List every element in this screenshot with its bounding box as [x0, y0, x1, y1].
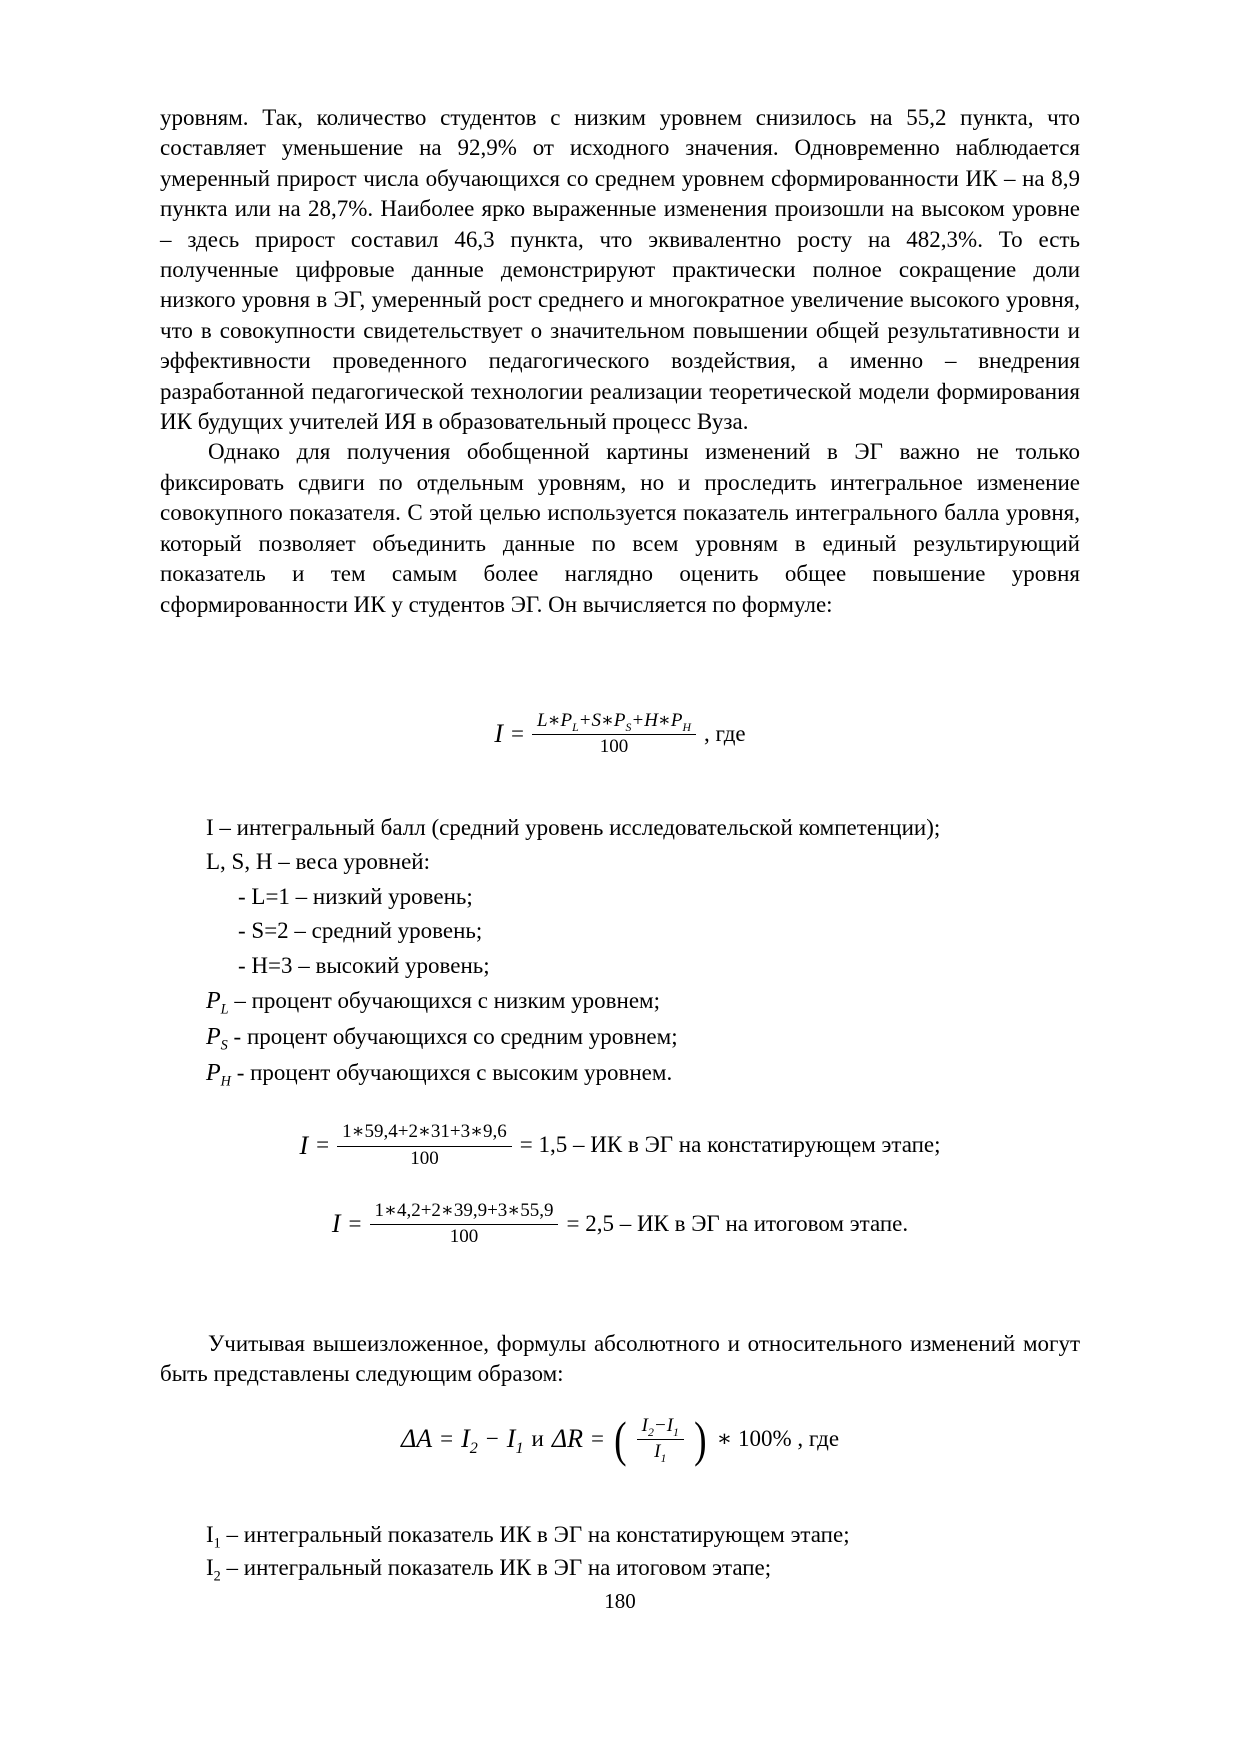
i-subscript: 1 [213, 1536, 221, 1553]
pl-symbol: P [206, 988, 221, 1015]
ps-symbol: P [206, 1024, 221, 1051]
formula-lhs: I [299, 1130, 309, 1160]
formula-stage-initial [160, 1121, 1080, 1170]
ph-text: - процент обучающихся с высоким уровнем. [230, 1060, 673, 1086]
i-symbol: I [654, 1441, 661, 1463]
fraction-numerator: 1∗4,2+2∗39,9+3∗55,9 [370, 1200, 559, 1225]
conjunction: и [531, 1425, 544, 1451]
definition-i1 [160, 1518, 1080, 1551]
paragraph-3: Учитывая вышеизложенное, формулы абсолютного и относительного изменений могут быть представлены следующим образом: [160, 1330, 1080, 1387]
fraction [370, 1200, 559, 1249]
fraction-denominator: 100 [599, 736, 629, 758]
definition-weights: L, S, H – веса уровней: [206, 849, 430, 875]
fraction-denominator: 100 [410, 1147, 439, 1169]
i-symbol: I [206, 1522, 214, 1548]
equals-sign: = [440, 1425, 454, 1451]
i-symbol: I [461, 1424, 470, 1454]
ps-text: - процент обучающихся со средним уровнем; [227, 1024, 678, 1050]
i-symbol: I [206, 1555, 214, 1581]
formula-tail: ∗ 100% , где [716, 1425, 840, 1451]
ph-subscript: H [220, 1073, 231, 1090]
delta-r-symbol: ΔR [551, 1424, 583, 1454]
footer-definitions [160, 1518, 1080, 1584]
i-symbol: I [641, 1414, 648, 1436]
minus-sign: − [653, 1414, 667, 1436]
fraction-numerator [532, 710, 696, 735]
minus-sign: − [485, 1425, 499, 1451]
left-parenthesis: ( [614, 1410, 627, 1467]
equals-sign: = [511, 721, 524, 747]
equals-sign: = [316, 1132, 330, 1158]
page-number: 180 [604, 1589, 636, 1614]
i-subscript: 1 [515, 1440, 524, 1458]
ps-subscript: S [220, 1037, 228, 1054]
i2-text: – интегральный показатель ИК в ЭГ на итоговом этапе; [220, 1555, 772, 1581]
formula-result: = 2,5 – ИК в ЭГ на итоговом этапе. [566, 1211, 909, 1237]
fraction [637, 1415, 684, 1464]
pl-text: – процент обучающихся с низким уровнем; [228, 988, 660, 1014]
numerator-term-3: +H∗P [631, 709, 683, 731]
definition-weight-mid: - S=2 – средний уровень; [238, 918, 483, 944]
definition-ph [160, 1055, 1080, 1091]
i-subscript: 2 [647, 1425, 654, 1439]
i1-text: – интегральный показатель ИК в ЭГ на констатирующем этапе; [220, 1522, 850, 1548]
formula-delta [160, 1410, 1080, 1467]
definition-weight-high: - H=3 – высокий уровень; [238, 952, 490, 978]
pl-subscript: L [220, 1001, 229, 1018]
equals-sign: = [591, 1425, 604, 1451]
equals-sign: = [348, 1211, 362, 1237]
definition-weight-low: - L=1 – низкий уровень; [238, 883, 473, 909]
i2-term [461, 1424, 478, 1458]
i-subscript: 1 [673, 1425, 679, 1439]
fraction [532, 710, 696, 759]
definition-pl [160, 983, 1080, 1019]
ph-symbol: P [206, 1060, 221, 1087]
formula-stage-final [160, 1200, 1080, 1249]
formula-lhs: I [331, 1209, 341, 1239]
i-subscript: 1 [660, 1451, 667, 1465]
definition-i2 [160, 1551, 1080, 1584]
definition-integral-score: I – интегральный балл (средний уровень исследовательской компетенции); [206, 814, 941, 840]
fraction-denominator [637, 1440, 684, 1463]
formula-lhs: I [494, 719, 504, 749]
paragraph-continuation: уровням. Так, количество студентов с низким уровнем снизилось на 55,2 пункта, что составляет уменьшение на 92,9% от исходного значения. Одновременно наблюдается умеренный прирост числа обучающихся со среднем уровнем сформированности ИК – на 8,9 пункта или на 28,7%. Наиболее ярко выраженные изменения произошли на высоком уровне – здесь прирост составил 46,3 пункта, что эквивалентно росту на 482,3%. То есть полученные цифровые данные демонстрируют практически полное сокращение доли низкого уровня в ЭГ, умеренный рост среднего и многократное увеличение высокого уровня, что в совокупности свидетельствует о значительном повышении общей результативности и эффективности проведенного педагогического воздействия, а именно – внедрения разработанной педагогической технологии реализации теоретической модели формирования ИК будущих учителей ИЯ в образовательный процесс Вуза. [160, 105, 1080, 435]
formula-result: = 1,5 – ИК в ЭГ на констатирующем этапе; [519, 1132, 941, 1158]
paragraph-2: Однако для получения обобщенной картины изменений в ЭГ важно не только фиксировать сдвиги по отдельным уровням, но и проследить интегральное изменение совокупного показателя. С этой целью используется показатель интегрального балла уровня, который позволяет объединить данные по всем уровням в единый результирующий показатель и тем самым более наглядно оценить общее повышение уровня сформированности ИК у студентов ЭГ. Он вычисляется по формуле: [160, 439, 1080, 617]
numerator-term-2: +S∗P [578, 709, 626, 731]
i-symbol: I [506, 1424, 516, 1454]
i-symbol: I [666, 1414, 674, 1436]
numerator-term-1: L∗P [537, 709, 573, 731]
definition-ps [160, 1019, 1080, 1055]
i-subscript: 2 [213, 1569, 221, 1586]
fraction-numerator [637, 1415, 684, 1440]
fraction [337, 1121, 512, 1170]
delta-a-symbol: ΔA [400, 1424, 433, 1454]
formula-tail: , где [703, 721, 746, 747]
numerator-sub-3: H [682, 720, 691, 734]
i-subscript: 2 [469, 1440, 478, 1458]
numerator-sub-2: S [625, 720, 632, 734]
fraction-denominator: 100 [449, 1226, 479, 1248]
numerator-sub-1: L [572, 720, 579, 734]
fraction-numerator: 1∗59,4+2∗31+3∗9,6 [337, 1121, 512, 1146]
formula-integral-general [160, 710, 1080, 759]
i1-term [506, 1424, 524, 1458]
right-parenthesis: ) [693, 1410, 707, 1467]
